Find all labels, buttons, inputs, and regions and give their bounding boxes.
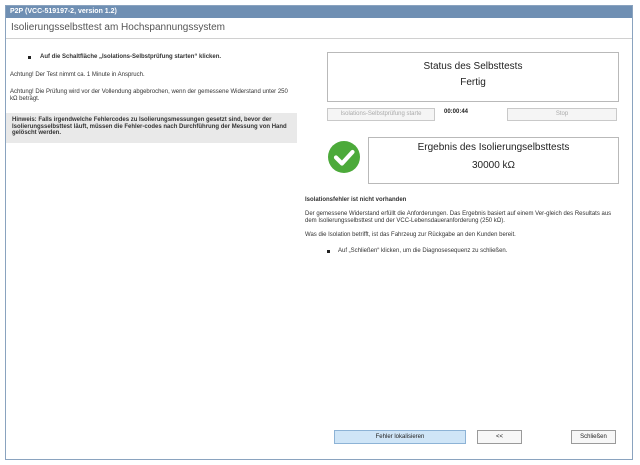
bullet-icon (28, 56, 31, 59)
status-value: Fertig (460, 77, 486, 88)
start-test-button[interactable]: Isolations-Selbstprüfung starte (327, 108, 435, 121)
status-panel (327, 52, 619, 102)
elapsed-timer: 00:00:44 (444, 109, 469, 115)
back-button[interactable]: << (477, 430, 522, 444)
window-title: P2P (VCC-519197-2, version 1.2) (6, 6, 632, 18)
check-mark-icon (328, 141, 360, 173)
warning-duration: Achtung! Der Test nimmt ca. 1 Minute in Anspruch. (10, 72, 145, 78)
details-heading: Isolationsfehler ist nicht vorhanden (305, 197, 407, 203)
result-title: Ergebnis des Isolierungselbsttests (417, 142, 570, 153)
test-controls (327, 108, 617, 122)
instruction-bullet (28, 54, 293, 60)
result-panel (368, 137, 619, 184)
result-details (305, 197, 619, 255)
warning-abort: Achtung! Die Prüfung wird vor der Vollendung abgebrochen, wenn der gemessene Widerstand unter 250 kΩ beträgt. (10, 89, 288, 102)
check-icon (328, 141, 360, 173)
locate-fault-button[interactable]: Fehler lokalisieren (334, 430, 466, 444)
details-bullet-text: Auf „Schließen“ klicken, um die Diagnosesequenz zu schließen. (338, 248, 508, 254)
close-button[interactable]: Schließen (571, 430, 616, 444)
details-paragraph-1: Der gemessene Widerstand erfüllt die Anforderungen. Das Ergebnis basiert auf einem Ver-gleich des Resultats aus dem Isolierungsselbsttest und der VCC-Lebensdaueranforderung (250 kΩ). (305, 211, 612, 224)
instruction-text: Auf die Schaltfläche „Isolations-Selbstprüfung starten“ klicken. (40, 54, 222, 60)
instructions-panel (10, 45, 293, 143)
details-bullet (327, 248, 619, 255)
result-value: 30000 kΩ (471, 160, 516, 171)
page-title: Isolierungsselbsttest am Hochspannungssystem (6, 18, 632, 39)
bullet-icon (327, 250, 330, 253)
hint-box: Hinweis: Falls irgendwelche Fehlercodes zu Isolierungsmessungen gesetzt sind, bevor der Isolierungsselbsttest läuft, müssen die Fehler-codes nach Durchführung der Messung von Hand gelöscht werden. (6, 113, 297, 143)
details-paragraph-2: Was die Isolation betrifft, ist das Fahrzeug zur Rückgabe an den Kunden bereit. (305, 232, 516, 238)
stop-button[interactable]: Stop (507, 108, 617, 121)
status-title: Status des Selbsttests (423, 61, 523, 72)
